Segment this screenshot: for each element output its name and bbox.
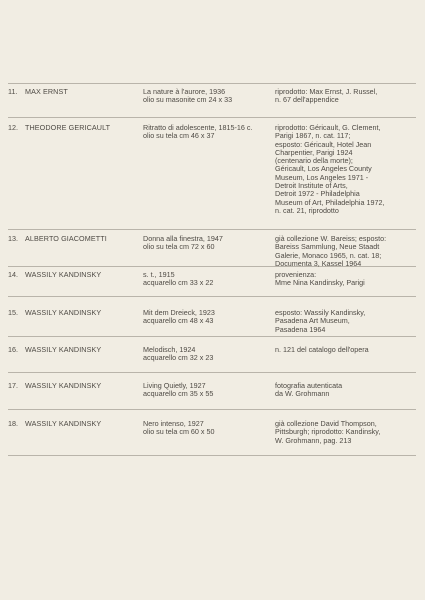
note-line: W. Grohmann, pag. 213 [275, 435, 352, 445]
note-line: Pasadena Art Museum, [275, 316, 350, 326]
note-line: fotografia autenticata [275, 381, 343, 390]
work-details [143, 309, 271, 326]
work-details [143, 346, 271, 363]
entry-number: 15. [8, 308, 18, 317]
note-line: Géricault, Los Angeles County [275, 164, 372, 174]
work-medium: acquarello cm 33 x 22 [143, 278, 214, 288]
work-medium: olio su tela cm 60 x 50 [143, 427, 215, 437]
entry-number: 16. [8, 345, 18, 354]
divider [8, 455, 416, 456]
work-title: Donna alla finestra, 1947 [143, 234, 223, 243]
note-line: da W. Grohmann [275, 389, 330, 399]
divider [8, 409, 416, 410]
divider [8, 336, 416, 337]
work-title: s. t., 1915 [143, 270, 175, 279]
artist-name: WASSILY KANDINSKY [25, 270, 102, 279]
note-line: (centenario della morte); [275, 156, 353, 166]
work-details [143, 88, 271, 105]
artist-name: WASSILY KANDINSKY [25, 419, 102, 428]
provenance-notes [275, 420, 415, 445]
divider [8, 296, 416, 297]
work-medium: olio su masonite cm 24 x 33 [143, 95, 233, 105]
note-line: Detroit Institute of Arts, [275, 181, 348, 191]
provenance-notes [275, 235, 415, 268]
note-line: riprodotto: Géricault, G. Clement, [275, 123, 381, 132]
work-title: Ritratto di adolescente, 1815-16 c. [143, 123, 253, 132]
work-medium: acquarello cm 35 x 55 [143, 389, 214, 399]
entry-number: 18. [8, 419, 18, 428]
work-title: Mit dem Dreieck, 1923 [143, 308, 215, 317]
entry-number: 17. [8, 381, 18, 390]
note-line: provenienza: [275, 270, 317, 279]
note-line: riprodotto: Max Ernst, J. Russel, [275, 87, 378, 96]
note-line: esposto: Wassily Kandinsky, [275, 308, 366, 317]
note-line: Pasadena 1964 [275, 324, 326, 334]
note-line: Documenta 3, Kassel 1964 [275, 258, 362, 268]
artist-name: THEODORE GERICAULT [25, 123, 111, 132]
entry-number: 12. [8, 123, 18, 132]
note-line: n. 121 del catalogo dell'opera [275, 345, 369, 354]
work-details [143, 124, 271, 141]
artist-name: MAX ERNST [25, 87, 68, 96]
note-line: Pittsburgh; riprodotto: Kandinsky, [275, 427, 381, 437]
work-medium: olio su tela cm 46 x 37 [143, 131, 215, 141]
divider [8, 83, 416, 84]
artist-name: ALBERTO GIACOMETTI [25, 234, 107, 243]
note-line: Galerie, Monaco 1965, n. cat. 18; [275, 250, 382, 260]
entry-number: 13. [8, 234, 18, 243]
work-details [143, 235, 271, 252]
work-title: La nature à l'aurore, 1936 [143, 87, 226, 96]
work-details [143, 271, 271, 288]
work-title: Nero intenso, 1927 [143, 419, 204, 428]
work-title: Living Quietly, 1927 [143, 381, 206, 390]
entry-number: 14. [8, 270, 18, 279]
provenance-notes [275, 382, 415, 399]
note-line: Museum of Art, Philadelphia 1972, [275, 197, 385, 207]
provenance-notes [275, 88, 415, 105]
artist-name: WASSILY KANDINSKY [25, 308, 102, 317]
artist-name: WASSILY KANDINSKY [25, 381, 102, 390]
work-medium: olio su tela cm 72 x 60 [143, 242, 215, 252]
note-line: n. 67 dell'appendice [275, 95, 339, 105]
provenance-notes [275, 309, 415, 334]
note-line: già collezione David Thompson, [275, 419, 377, 428]
note-line: già collezione W. Bareiss; esposto: [275, 234, 387, 243]
note-line: Detroit 1972 - Philadelphia [275, 189, 360, 199]
work-medium: acquarello cm 32 x 23 [143, 353, 214, 363]
note-line: n. cat. 21, riprodotto [275, 205, 339, 215]
provenance-notes [275, 124, 415, 215]
work-medium: acquarello cm 48 x 43 [143, 316, 214, 326]
divider [8, 229, 416, 230]
entry-number: 11. [8, 87, 18, 96]
note-line: Museum, Los Angeles 1971 - [275, 172, 369, 182]
note-line: Charpentier, Parigi 1924 [275, 147, 353, 157]
note-line: Parigi 1867, n. cat. 117; [275, 131, 351, 141]
divider [8, 117, 416, 118]
provenance-notes [275, 346, 415, 354]
note-line: esposto: Géricault, Hotel Jean [275, 139, 372, 149]
note-line: Mme Nina Kandinsky, Parigi [275, 278, 365, 288]
work-details [143, 382, 271, 399]
provenance-notes [275, 271, 415, 288]
note-line: Bareiss Sammlung, Neue Staadt [275, 242, 380, 252]
work-title: Melodisch, 1924 [143, 345, 196, 354]
work-details [143, 420, 271, 437]
divider [8, 372, 416, 373]
artist-name: WASSILY KANDINSKY [25, 345, 102, 354]
